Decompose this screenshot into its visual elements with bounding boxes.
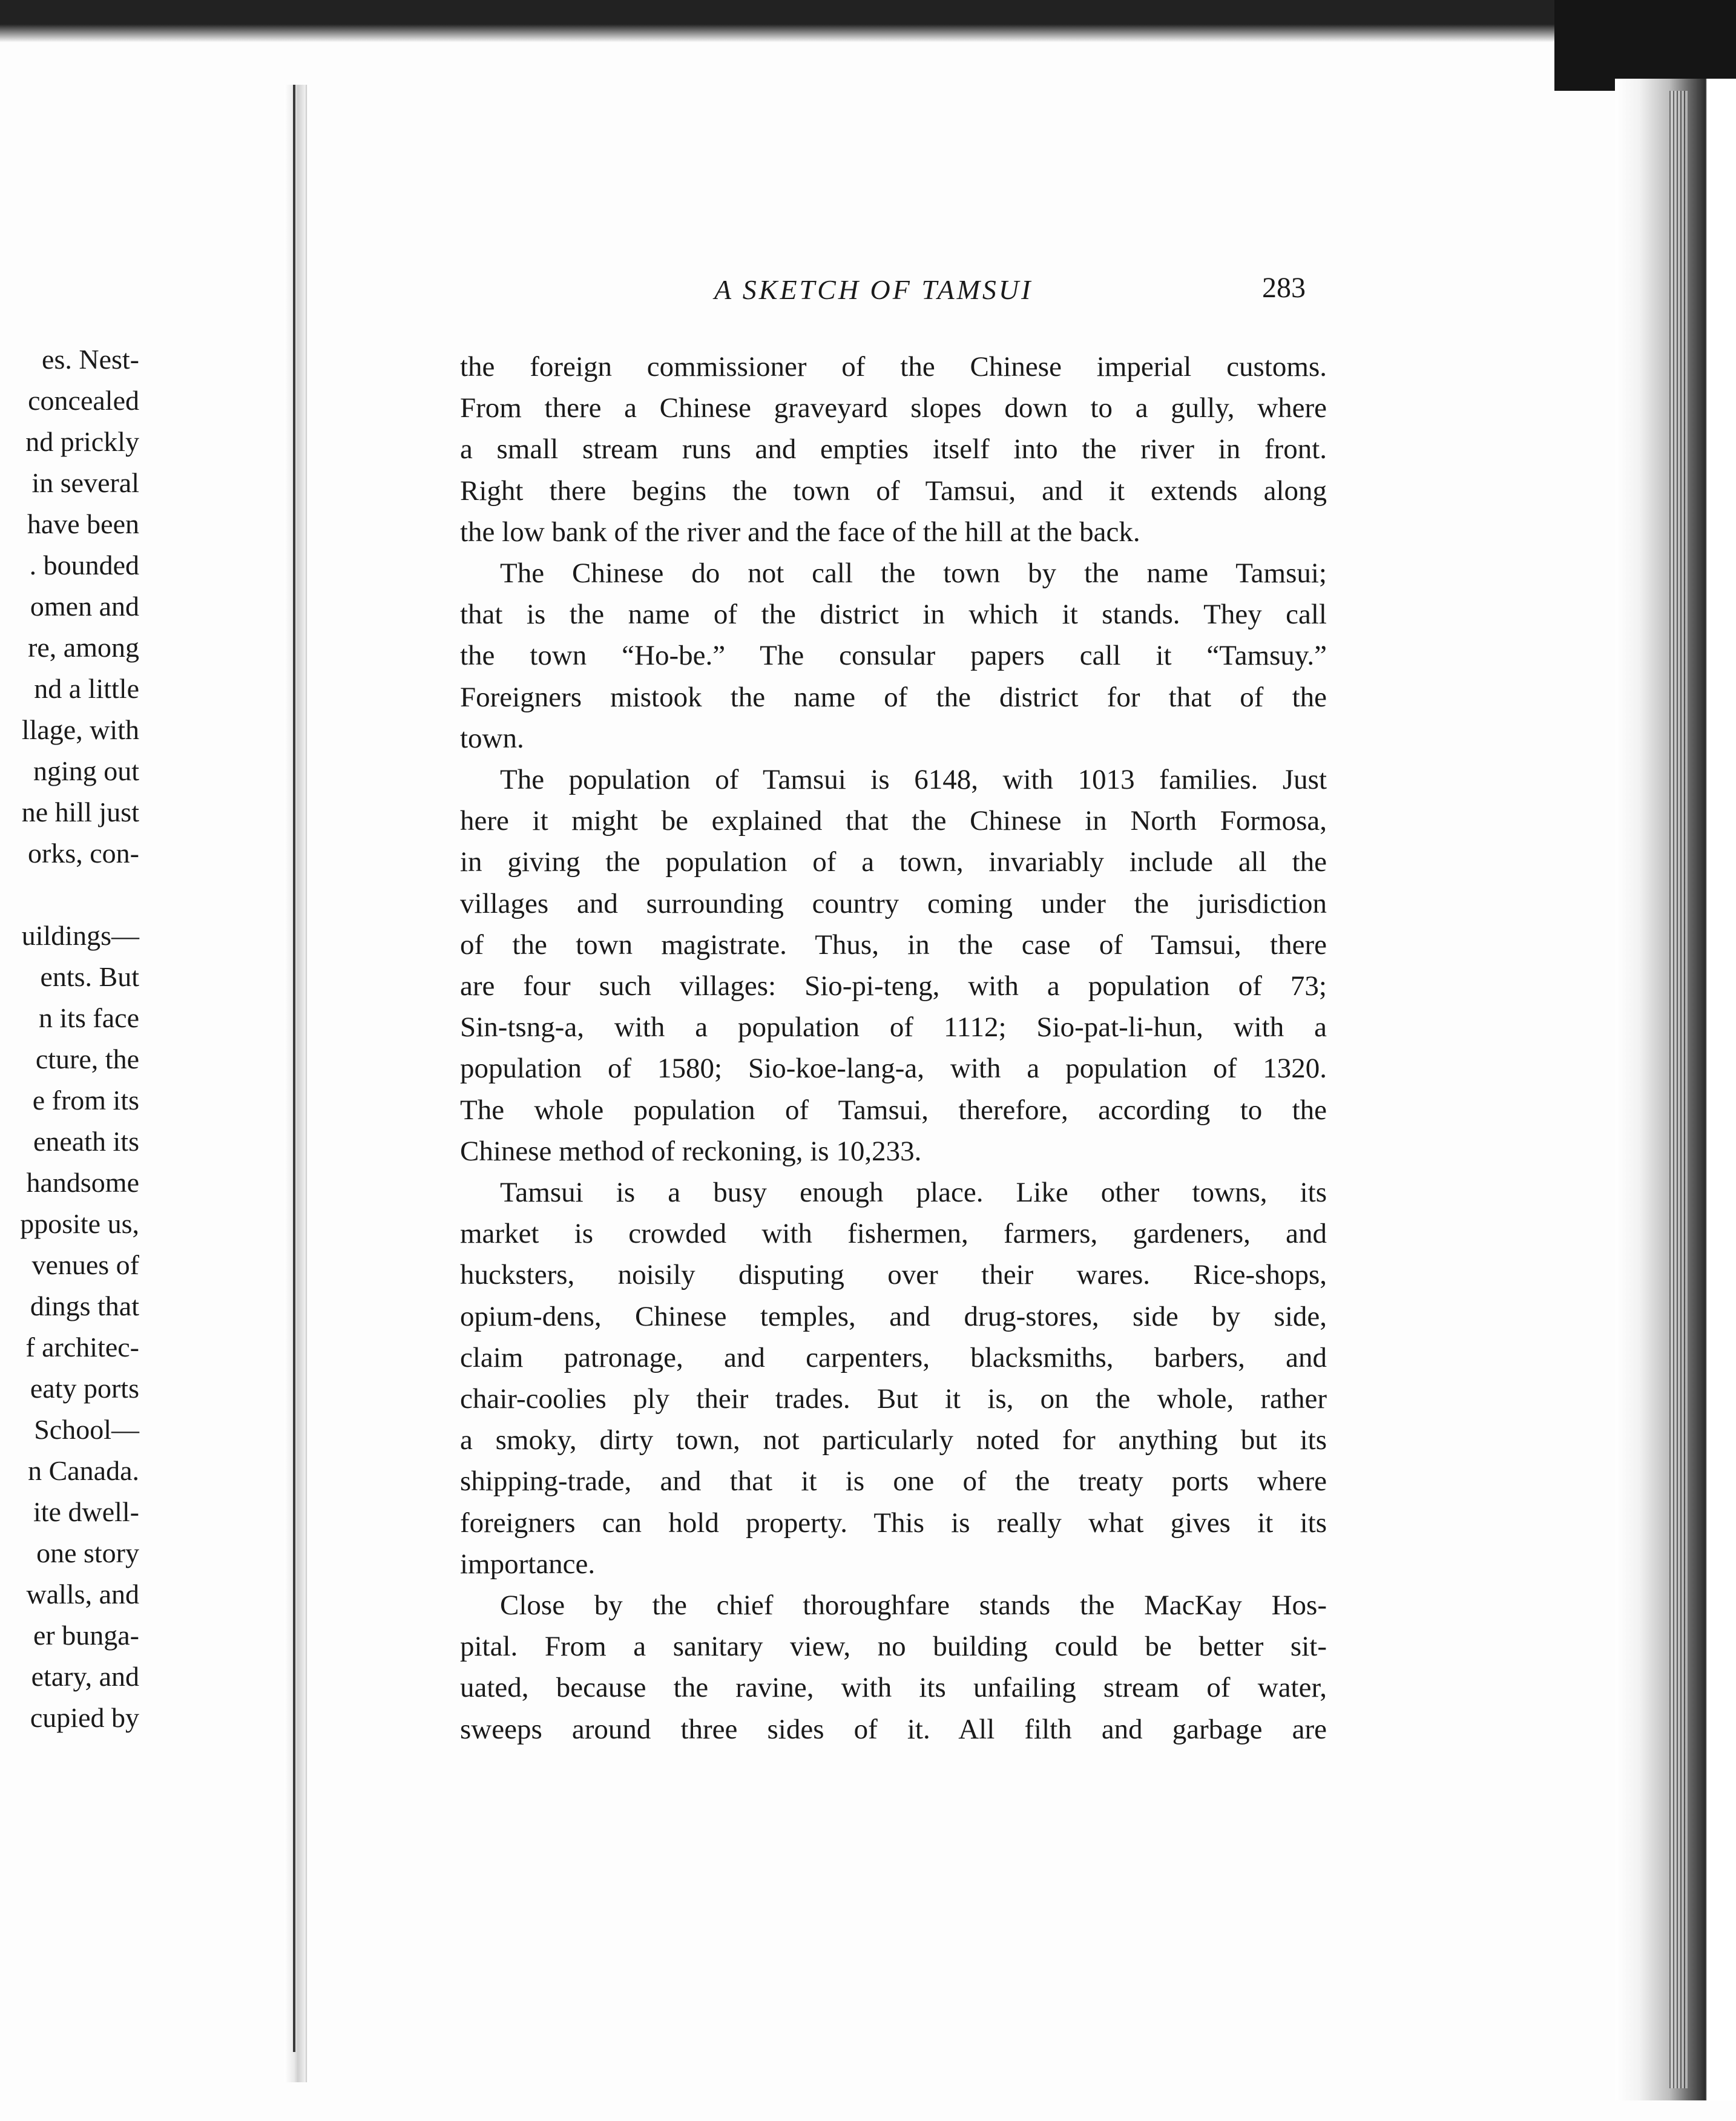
- left-page-line: in several: [31, 467, 139, 498]
- body-text-line: importance.: [460, 1548, 596, 1580]
- left-page-line: uildings—: [21, 920, 139, 951]
- body-text-line: the low bank of the river and the face of the hill at the back.: [460, 516, 1140, 548]
- left-page-line: walls, and: [26, 1579, 139, 1610]
- running-head: A SKETCH OF TAMSUI: [714, 274, 1033, 305]
- left-page-line: etary, and: [31, 1661, 139, 1692]
- left-page-line: concealed: [28, 385, 139, 416]
- left-page-line: n its face: [38, 1002, 139, 1033]
- left-page-line: eaty ports: [30, 1373, 139, 1404]
- body-text-line: Foreigners mistook the name of the district for that of the: [460, 682, 1327, 713]
- left-page-line: er bunga-: [33, 1620, 139, 1651]
- left-page-line: one story: [36, 1537, 139, 1568]
- body-text-line: of the town magistrate. Thus, in the case of Tamsui, there: [460, 929, 1327, 961]
- body-text-line: the town “Ho-be.” The consular papers call it “Tamsuy.”: [460, 640, 1327, 671]
- left-page-line: re, among: [28, 632, 139, 663]
- left-page-line: eneath its: [33, 1126, 139, 1157]
- body-text-line: opium-dens, Chinese temples, and drug-stores, side by side,: [460, 1301, 1327, 1332]
- body-text-line: chair-coolies ply their trades. But it is, on the whole, rather: [460, 1383, 1327, 1415]
- body-text-line: Chinese method of reckoning, is 10,233.: [460, 1136, 922, 1167]
- body-text-line: pital. From a sanitary view, no building could be better sit-: [460, 1631, 1327, 1662]
- body-text-line: are four such villages: Sio-pi-teng, with a population of 73;: [460, 970, 1327, 1002]
- scan-top-shadow: [0, 0, 1736, 42]
- body-text-line: the foreign commissioner of the Chinese imperial customs.: [460, 351, 1327, 383]
- body-text-line: town.: [460, 723, 524, 754]
- body-text-line: Right there begins the town of Tamsui, and it extends along: [460, 475, 1327, 507]
- page-border: [306, 85, 307, 2082]
- left-page-line: f architec-: [25, 1332, 139, 1363]
- body-text-line: The Chinese do not call the town by the name Tamsui;: [500, 557, 1327, 589]
- body-text-line: a small stream runs and empties itself into the river in front.: [460, 433, 1327, 465]
- body-text-line: villages and surrounding country coming under the jurisdiction: [460, 888, 1327, 919]
- left-page-line: omen and: [30, 591, 139, 622]
- left-page-line: School—: [34, 1414, 139, 1445]
- left-page-line: have been: [27, 508, 139, 539]
- body-text-line: here it might be explained that the Chinese in North Formosa,: [460, 805, 1327, 837]
- body-text-line: in giving the population of a town, invariably include all the: [460, 846, 1327, 878]
- body-text-line: uated, because the ravine, with its unfailing stream of water,: [460, 1672, 1327, 1703]
- body-text-line: hucksters, noisily disputing over their wares. Rice-shops,: [460, 1259, 1327, 1291]
- body-text-line: foreigners can hold property. This is really what gives it its: [460, 1507, 1327, 1539]
- book-gutter: [284, 85, 309, 2082]
- body-text-line: claim patronage, and carpenters, blacksmiths, barbers, and: [460, 1342, 1327, 1373]
- left-page-line: dings that: [30, 1291, 139, 1321]
- gutter-line: [293, 85, 295, 2052]
- body-text-line: a smoky, dirty town, not particularly noted for anything but its: [460, 1424, 1327, 1456]
- body-text-line: Close by the chief thoroughfare stands the MacKay Hos-: [500, 1590, 1327, 1621]
- left-page-line: cture, the: [35, 1044, 139, 1074]
- left-page-line: nd a little: [34, 673, 139, 704]
- left-page-line: nging out: [33, 755, 139, 786]
- left-page-line: ents. But: [40, 961, 139, 992]
- body-text-line: Sin-tsng-a, with a population of 1112; Sio-pat-li-hun, with a: [460, 1011, 1327, 1043]
- page-number: 283: [1262, 272, 1306, 304]
- left-page-line: n Canada.: [28, 1455, 139, 1486]
- left-page-line: ne hill just: [21, 797, 139, 827]
- left-page-line: pposite us,: [20, 1208, 139, 1239]
- left-page-line: cupied by: [30, 1702, 139, 1733]
- left-page-line: ite dwell-: [33, 1496, 139, 1527]
- body-text-line: The whole population of Tamsui, therefore, according to the: [460, 1094, 1327, 1126]
- body-text-line: From there a Chinese graveyard slopes down to a gully, where: [460, 392, 1327, 424]
- left-page-line: es. Nest-: [42, 344, 139, 375]
- book-page-edge-lines: [1669, 91, 1688, 2088]
- body-text-line: that is the name of the district in which it stands. They call: [460, 599, 1327, 630]
- body-text-line: shipping-trade, and that it is one of the treaty ports where: [460, 1465, 1327, 1497]
- left-page-line: orks, con-: [28, 838, 139, 869]
- left-page-line: llage, with: [21, 714, 139, 745]
- left-page-line: nd prickly: [25, 426, 139, 457]
- body-text-line: population of 1580; Sio-koe-lang-a, with a population of 1320.: [460, 1053, 1327, 1084]
- body-text-line: The population of Tamsui is 6148, with 1013 families. Just: [500, 764, 1327, 795]
- left-page-line: . bounded: [29, 550, 139, 580]
- left-page-line: handsome: [26, 1167, 139, 1198]
- left-page-line: venues of: [31, 1249, 139, 1280]
- scan-top-corner: [1554, 0, 1736, 91]
- body-text-line: market is crowded with fishermen, farmers, gardeners, and: [460, 1218, 1327, 1249]
- body-text-line: sweeps around three sides of it. All filth and garbage are: [460, 1714, 1327, 1745]
- body-text-line: Tamsui is a busy enough place. Like other towns, its: [500, 1177, 1327, 1208]
- left-page-line: e from its: [32, 1085, 139, 1116]
